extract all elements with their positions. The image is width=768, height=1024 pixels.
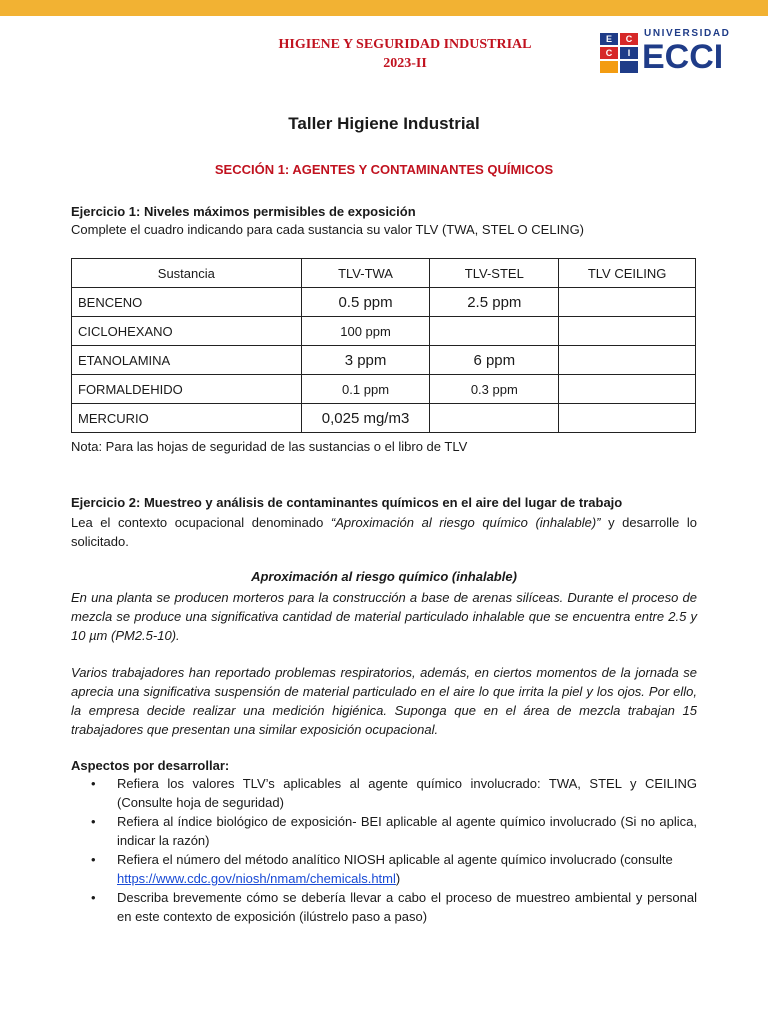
- cell-twa[interactable]: 3 ppm: [301, 346, 430, 375]
- context-paragraph-1: En una planta se producen morteros para la construcción a base de arenas silíceas. Durante el proceso de mezcla se produce una significativa cantidad de material particulado inhalable que se encuentra entre 2.5 y 10 µm (PM2.5-10).: [71, 590, 697, 643]
- table-note: Nota: Para las hojas de seguridad de las sustancias o el libro de TLV: [71, 439, 468, 454]
- logo-cell-4: I: [620, 47, 638, 59]
- cell-ceiling[interactable]: [559, 375, 696, 404]
- cell-substance: ETANOLAMINA: [72, 346, 302, 375]
- logo-big-text: ECCI: [642, 38, 724, 76]
- bullet-icon: •: [91, 890, 96, 905]
- cell-stel[interactable]: 6 ppm: [430, 346, 559, 375]
- list-item: [71, 812, 697, 850]
- list-item: [71, 888, 697, 926]
- logo-cell-1: E: [600, 33, 618, 45]
- aspect-text: Refiera los valores TLV’s aplicables al agente químico involucrado: TWA, STEL y CEILING (Consulte hoja de seguridad): [117, 776, 697, 810]
- university-logo: [598, 26, 738, 78]
- bullet-icon: •: [91, 776, 96, 791]
- table-row: [72, 317, 696, 346]
- tlv-table: [71, 258, 696, 433]
- exercise1-heading: Ejercicio 1: Niveles máximos permisibles de exposición: [71, 204, 416, 219]
- logo-cell-2: C: [620, 33, 638, 45]
- course-title: HIGIENE Y SEGURIDAD INDUSTRIAL: [278, 37, 532, 52]
- cell-stel[interactable]: 2.5 ppm: [430, 288, 559, 317]
- aspect-text: Refiera al índice biológico de exposición- BEI aplicable al agente químico involucrado (Si no aplica, indicar la razón): [117, 814, 697, 848]
- aspect-text: Describa brevemente cómo se debería llevar a cabo el proceso de muestreo ambiental y personal en este contexto de exposición (ilústrelo paso a paso): [117, 890, 697, 924]
- niosh-text-b: ): [395, 871, 401, 886]
- niosh-text-a: Refiera el número del método analítico NIOSH aplicable al agente químico involucrado (consulte: [117, 852, 673, 867]
- header-tlv-twa: TLV-TWA: [301, 259, 430, 288]
- logo-top-text: UNIVERSIDAD: [644, 28, 731, 39]
- niosh-link[interactable]: https://www.cdc.gov/niosh/nmam/chemicals.html: [117, 871, 396, 886]
- intro-quote: “Aproximación al riesgo químico (inhalable)”: [330, 515, 601, 530]
- cell-twa[interactable]: 0.1 ppm: [301, 375, 430, 404]
- cell-ceiling[interactable]: [559, 288, 696, 317]
- header-tlv-ceiling: TLV CEILING: [559, 259, 696, 288]
- table-row: [72, 288, 696, 317]
- cell-substance: MERCURIO: [72, 404, 302, 433]
- bullet-icon: •: [91, 852, 96, 867]
- table-row: [72, 346, 696, 375]
- cell-substance: BENCENO: [72, 288, 302, 317]
- exercise2-intro: [71, 513, 697, 551]
- logo-cell-6: [620, 61, 638, 73]
- context-title: Aproximación al riesgo químico (inhalable): [251, 569, 517, 584]
- cell-stel[interactable]: 0.3 ppm: [430, 375, 559, 404]
- context-paragraph-2: Varios trabajadores han reportado problemas respiratorios, además, en ciertos momentos de la jornada se aprecia una significativa suspensión de material particulado en el aire lo que irrita la piel y los ojos. Por ello, la empresa decide realizar una medición higiénica. Suponga que en el área de mezcla trabajan 15 trabajadores que presentan una similar exposición ocupacional.: [71, 665, 697, 737]
- intro-text-b: y desarrolle lo solicitado.: [71, 515, 697, 549]
- logo-cell-5: [600, 61, 618, 73]
- header-substance: Sustancia: [72, 259, 302, 288]
- exercise1-instruction: Complete el cuadro indicando para cada sustancia su valor TLV (TWA, STEL O CELING): [71, 222, 585, 237]
- table-header-row: [72, 259, 696, 288]
- cell-twa[interactable]: 0,025 mg/m3: [301, 404, 430, 433]
- course-period: 2023-II: [383, 56, 427, 71]
- cell-ceiling[interactable]: [559, 346, 696, 375]
- list-item: [71, 774, 697, 812]
- top-accent-bar: [0, 0, 768, 16]
- aspects-list: [71, 774, 697, 926]
- logo-cell-3: C: [600, 47, 618, 59]
- section-title: SECCIÓN 1: AGENTES Y CONTAMINANTES QUÍMICOS: [214, 162, 554, 177]
- table-row: [72, 404, 696, 433]
- page-title: Taller Higiene Industrial: [288, 114, 480, 133]
- cell-twa[interactable]: 0.5 ppm: [301, 288, 430, 317]
- cell-twa[interactable]: 100 ppm: [301, 317, 430, 346]
- bullet-icon: •: [91, 814, 96, 829]
- intro-text-a: Lea el contexto ocupacional denominado: [71, 515, 331, 530]
- cell-stel[interactable]: [430, 404, 559, 433]
- cell-substance: FORMALDEHIDO: [72, 375, 302, 404]
- cell-stel[interactable]: [430, 317, 559, 346]
- exercise2-heading: Ejercicio 2: Muestreo y análisis de contaminantes químicos en el aire del lugar de trabajo: [71, 495, 623, 510]
- cell-ceiling[interactable]: [559, 404, 696, 433]
- header-tlv-stel: TLV-STEL: [430, 259, 559, 288]
- table-row: [72, 375, 696, 404]
- list-item: [71, 850, 697, 888]
- cell-ceiling[interactable]: [559, 317, 696, 346]
- logo-grid-icon: [600, 33, 640, 75]
- aspects-heading: Aspectos por desarrollar:: [71, 758, 230, 773]
- cell-substance: CICLOHEXANO: [72, 317, 302, 346]
